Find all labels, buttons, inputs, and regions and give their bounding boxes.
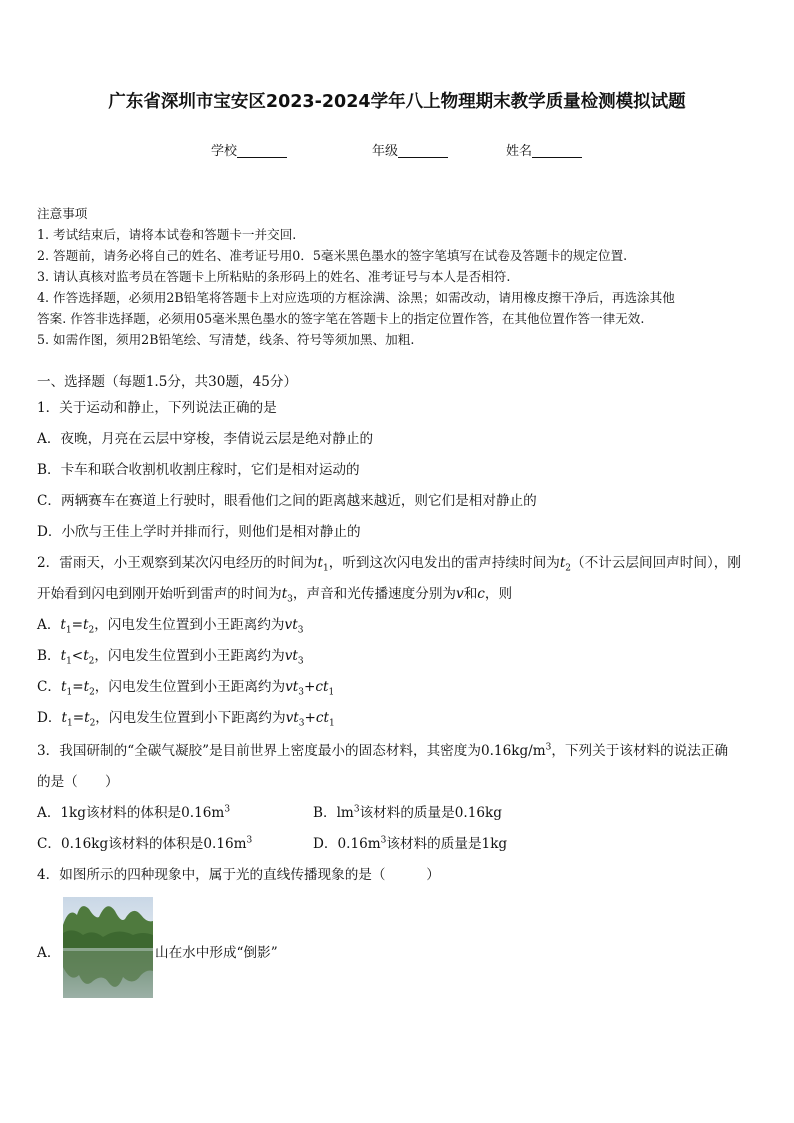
q3-option-d: D．$0.16m^3$该材料的质量是1kg — [313, 835, 508, 852]
q2-option-c: C．$t_1=t_2$，闪电发生位置到小王距离约为$vt_3+ct_1$ — [37, 679, 335, 698]
q3-stem-line2: 的是（ ） — [37, 774, 119, 790]
school-label: 学校 — [211, 144, 238, 159]
q3-option-b: B．$lm^3$该材料的质量是0.16kg — [313, 804, 502, 821]
q3-option-a: A．1kg该材料的体积是$0.16m^3$ — [37, 804, 231, 821]
grade-label: 年级 — [372, 144, 399, 159]
notice-item: 3. 请认真核对监考员在答题卡上所粘贴的条形码上的姓名、准考证号与本人是否相符. — [37, 269, 511, 284]
q3-stem-line1: 3．我国研制的“全碳气凝胶”是目前世界上密度最小的固态材料，其密度为$0.16kg/m^3$，下列关于该材料的说法正确 — [37, 742, 729, 759]
q1-option-a: A．夜晚，月亮在云层中穿梭，李倩说云层是绝对静止的 — [37, 431, 374, 447]
q4-stem: 4．如图所示的四种现象中，属于光的直线传播现象的是（ ） — [37, 867, 440, 883]
q1-option-d: D．小欣与王佳上学时并排而行，则他们是相对静止的 — [37, 524, 361, 540]
notice-item: 4. 作答选择题，必须用2B铅笔将答题卡上对应选项的方框涂满、涂黑；如需改动，请用橡皮擦干净后，再选涂其他 — [37, 290, 675, 305]
notice-heading: 注意事项 — [37, 206, 88, 221]
name-label: 姓名 — [506, 144, 533, 159]
q2-option-a: A．$t_1=t_2$，闪电发生位置到小王距离约为$vt_3$ — [37, 617, 304, 636]
notice-item: 5. 如需作图，须用2B铅笔绘、写清楚，线条、符号等须加黑、加粗. — [37, 332, 415, 347]
q1-option-b: B．卡车和联合收割机收割庄稼时，它们是相对运动的 — [37, 462, 360, 478]
notice-item: 答案. 作答非选择题，必须用05毫米黑色墨水的签字笔在答题卡上的指定位置作答，在其他位置作答一律无效. — [37, 311, 645, 326]
page-title: 广东省深圳市宝安区2023-2024学年八上物理期末教学质量检测模拟试题 — [108, 92, 686, 112]
section-heading: 一、选择题（每题1.5分，共30题，45分） — [37, 374, 298, 390]
q4-option-a-label: A． — [37, 945, 61, 961]
student-info-fields — [0, 140, 794, 160]
q1-option-c: C．两辆赛车在赛道上行驶时，眼看他们之间的距离越来越近，则它们是相对静止的 — [37, 493, 537, 509]
q2-stem-line1: 2．雷雨天，小王观察到某次闪电经历的时间为$t_1$，听到这次闪电发出的雷声持续时间为$t_2$（不计云层间回声时间），刚 — [37, 555, 741, 574]
q2-stem-line2: 开始看到闪电到刚开始听到雷声的时间为$t_3$，声音和光传播速度分别为v和c，则 — [37, 586, 513, 605]
q3-option-c: C．0.16kg该材料的体积是$0.16m^3$ — [37, 835, 253, 852]
notice-item: 2. 答题前，请务必将自己的姓名、准考证号用0．5毫米黑色墨水的签字笔填写在试卷及答题卡的规定位置. — [37, 248, 628, 263]
school-field[interactable] — [211, 140, 287, 159]
grade-field[interactable] — [372, 140, 448, 159]
q1-stem: 1．关于运动和静止，下列说法正确的是 — [37, 400, 277, 416]
q2-option-b: B．$t_1<t_2$，闪电发生位置到小王距离约为$vt_3$ — [37, 648, 304, 667]
q4-option-a-caption: 山在水中形成“倒影” — [155, 945, 278, 961]
name-field[interactable] — [506, 140, 582, 159]
q2-option-d: D．$t_1=t_2$，闪电发生位置到小下距离约为$vt_3+ct_1$ — [37, 710, 335, 729]
mountain-reflection-photo — [63, 897, 153, 998]
notice-item: 1. 考试结束后，请将本试卷和答题卡一并交回. — [37, 227, 297, 242]
